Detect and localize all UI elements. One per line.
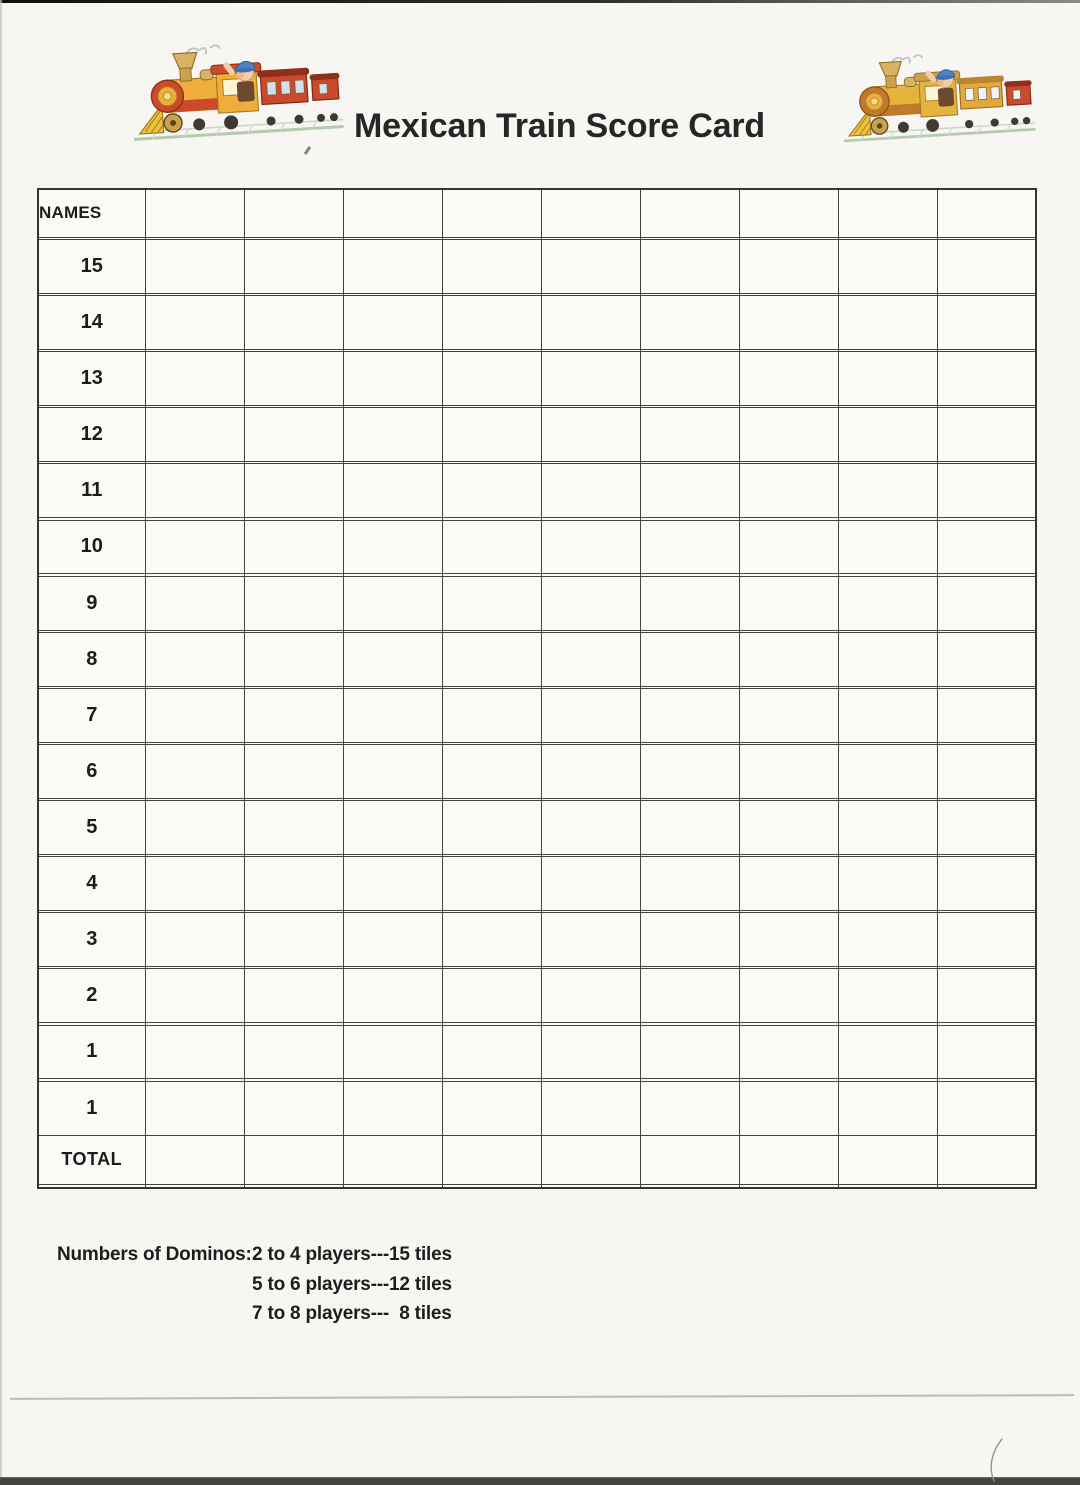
score-cell (541, 1184, 640, 1188)
table-row-3 (38, 913, 1036, 967)
score-cell (442, 1081, 541, 1135)
scan-edge-top (0, 0, 1080, 3)
score-cell (145, 1135, 244, 1184)
score-cell (145, 857, 244, 911)
score-cell (343, 352, 442, 406)
score-cell (640, 296, 739, 350)
score-cell (343, 969, 442, 1023)
score-cell (739, 1081, 838, 1135)
score-cell (838, 857, 937, 911)
score-cell (838, 576, 937, 630)
score-cell (442, 632, 541, 686)
score-cell (739, 408, 838, 462)
score-cell (541, 913, 640, 967)
score-cell (937, 857, 1036, 911)
scan-edge-bottom (0, 1477, 1080, 1485)
score-cell (640, 1135, 739, 1184)
score-cell (739, 857, 838, 911)
score-cell (343, 296, 442, 350)
score-cell (640, 576, 739, 630)
score-cell (937, 801, 1036, 855)
score-cell (343, 1184, 442, 1188)
score-cell (244, 744, 343, 798)
score-cell (244, 408, 343, 462)
table-row-11 (38, 464, 1036, 518)
table-row-names (38, 189, 1036, 237)
score-cell (937, 1025, 1036, 1079)
score-cell (343, 857, 442, 911)
score-cell (442, 801, 541, 855)
score-cell (838, 688, 937, 742)
score-cell (640, 352, 739, 406)
score-cell (343, 913, 442, 967)
dominos-note-heading: Numbers of Dominos: (57, 1244, 252, 1265)
row-label-cell: 1 (38, 1025, 145, 1079)
score-cell (343, 408, 442, 462)
score-cell (640, 969, 739, 1023)
score-cell (640, 240, 739, 294)
score-cell (640, 857, 739, 911)
table-row-2 (38, 969, 1036, 1023)
score-cell (937, 1135, 1036, 1184)
score-cell (541, 464, 640, 518)
scan-speck (304, 146, 312, 155)
table-row-8 (38, 632, 1036, 686)
score-cell (937, 296, 1036, 350)
score-cell (442, 189, 541, 237)
score-cell (244, 857, 343, 911)
pen-mark (985, 1437, 1011, 1483)
score-table-body (38, 189, 1036, 1188)
score-cell (343, 464, 442, 518)
score-cell (838, 296, 937, 350)
score-cell (343, 189, 442, 237)
score-cell (541, 352, 640, 406)
score-cell (937, 913, 1036, 967)
score-cell (739, 801, 838, 855)
score-cell (442, 913, 541, 967)
score-cell (244, 189, 343, 237)
score-table (37, 188, 1037, 1189)
score-cell (541, 576, 640, 630)
score-cell (244, 1081, 343, 1135)
score-cell (640, 189, 739, 237)
score-cell (937, 520, 1036, 574)
score-cell (442, 240, 541, 294)
score-cell (244, 913, 343, 967)
score-cell (442, 296, 541, 350)
score-cell (739, 1184, 838, 1188)
score-cell (739, 576, 838, 630)
score-cell (640, 1025, 739, 1079)
score-cell (937, 744, 1036, 798)
train-icon-left (130, 42, 344, 146)
score-cell (244, 632, 343, 686)
score-cell (145, 240, 244, 294)
score-cell (442, 408, 541, 462)
score-cell (838, 1081, 937, 1135)
table-row-spacer (38, 1184, 1036, 1188)
score-cell (541, 632, 640, 686)
score-cell (937, 969, 1036, 1023)
score-cell (442, 744, 541, 798)
score-cell (838, 408, 937, 462)
score-cell (838, 520, 937, 574)
score-cell (145, 632, 244, 686)
score-cell (640, 520, 739, 574)
score-cell (145, 801, 244, 855)
scan-fold-line (10, 1394, 1074, 1400)
score-cell (145, 744, 244, 798)
score-cell (739, 520, 838, 574)
score-cell (442, 576, 541, 630)
row-label-cell: 1 (38, 1081, 145, 1135)
score-cell (343, 744, 442, 798)
score-cell (937, 408, 1036, 462)
score-cell (838, 1184, 937, 1188)
score-cell (739, 189, 838, 237)
score-cell (541, 408, 640, 462)
score-cell (541, 1081, 640, 1135)
score-cell (145, 1025, 244, 1079)
score-cell (442, 969, 541, 1023)
score-cell (739, 688, 838, 742)
score-cell (640, 632, 739, 686)
table-row-total (38, 1135, 1036, 1184)
score-cell (937, 1184, 1036, 1188)
score-cell (145, 1081, 244, 1135)
score-cell (937, 189, 1036, 237)
score-cell (640, 1184, 739, 1188)
score-cell (145, 969, 244, 1023)
score-cell (244, 352, 343, 406)
score-cell (541, 240, 640, 294)
score-cell (343, 1025, 442, 1079)
score-cell (244, 688, 343, 742)
score-cell (244, 1025, 343, 1079)
score-cell (640, 1081, 739, 1135)
row-label-cell: 10 (38, 520, 145, 574)
row-label-cell: TOTAL (38, 1135, 145, 1184)
score-cell (541, 520, 640, 574)
dominos-note-line: 5 to 6 players---12 tiles (252, 1273, 452, 1295)
score-cell (937, 240, 1036, 294)
score-cell (244, 801, 343, 855)
score-cell (38, 1184, 145, 1188)
score-cell (145, 520, 244, 574)
table-row-5 (38, 801, 1036, 855)
score-cell (343, 520, 442, 574)
table-row-6 (38, 744, 1036, 798)
score-cell (739, 969, 838, 1023)
score-cell (541, 969, 640, 1023)
score-cell (838, 464, 937, 518)
score-cell (838, 801, 937, 855)
table-row-15 (38, 240, 1036, 294)
score-cell (442, 688, 541, 742)
score-cell (145, 296, 244, 350)
row-label-cell: 12 (38, 408, 145, 462)
score-cell (640, 688, 739, 742)
score-cell (541, 801, 640, 855)
score-cell (937, 352, 1036, 406)
score-cell (838, 240, 937, 294)
score-cell (343, 576, 442, 630)
score-cell (145, 576, 244, 630)
score-cell (838, 969, 937, 1023)
score-cell (244, 520, 343, 574)
score-cell (145, 913, 244, 967)
score-cell (343, 1081, 442, 1135)
score-cell (541, 857, 640, 911)
score-cell (541, 688, 640, 742)
score-cell (937, 688, 1036, 742)
row-label-cell: 7 (38, 688, 145, 742)
row-label-cell: 8 (38, 632, 145, 686)
score-cell (838, 189, 937, 237)
score-cell (640, 744, 739, 798)
score-cell (739, 1135, 838, 1184)
score-cell (838, 632, 937, 686)
score-cell (442, 857, 541, 911)
score-cell (442, 352, 541, 406)
score-cell (640, 801, 739, 855)
table-row-13 (38, 352, 1036, 406)
score-cell (541, 296, 640, 350)
row-label-cell: 11 (38, 464, 145, 518)
score-cell (838, 744, 937, 798)
train-icon-right (838, 52, 1038, 147)
score-cell (739, 240, 838, 294)
score-cell (937, 576, 1036, 630)
row-label-cell: 9 (38, 576, 145, 630)
score-cell (442, 464, 541, 518)
score-cell (640, 464, 739, 518)
score-cell (343, 1135, 442, 1184)
score-cell (244, 240, 343, 294)
score-cell (244, 969, 343, 1023)
score-cell (442, 1025, 541, 1079)
score-cell (145, 408, 244, 462)
score-cell (145, 189, 244, 237)
score-cell (739, 744, 838, 798)
score-cell (442, 520, 541, 574)
score-cell (541, 189, 640, 237)
row-label-cell: 6 (38, 744, 145, 798)
score-cell (145, 352, 244, 406)
row-label-cell: 4 (38, 857, 145, 911)
row-label-cell: 14 (38, 296, 145, 350)
score-cell (640, 913, 739, 967)
table-row-12 (38, 408, 1036, 462)
row-label-cell: 13 (38, 352, 145, 406)
score-cell (739, 296, 838, 350)
page-title: Mexican Train Score Card (354, 107, 765, 145)
score-cell (739, 1025, 838, 1079)
score-cell (838, 913, 937, 967)
score-cell (244, 1135, 343, 1184)
score-cell (145, 464, 244, 518)
table-row-10 (38, 520, 1036, 574)
score-cell (343, 632, 442, 686)
dominos-note-line: 7 to 8 players--- 8 tiles (252, 1303, 452, 1324)
score-cell (937, 1081, 1036, 1135)
score-cell (739, 913, 838, 967)
row-label-cell: 15 (38, 240, 145, 294)
score-cell (145, 1184, 244, 1188)
score-cell (739, 632, 838, 686)
score-cell (937, 632, 1036, 686)
table-row-1 (38, 1081, 1036, 1135)
score-cell (244, 464, 343, 518)
score-cell (739, 464, 838, 518)
row-label-cell: 5 (38, 801, 145, 855)
score-cell (145, 688, 244, 742)
table-row-1 (38, 1025, 1036, 1079)
table-row-7 (38, 688, 1036, 742)
score-cell (541, 1025, 640, 1079)
score-cell (244, 576, 343, 630)
score-cell (937, 464, 1036, 518)
score-cell (541, 1135, 640, 1184)
row-label-cell: NAMES (38, 189, 145, 237)
table-row-4 (38, 857, 1036, 911)
score-cell (343, 801, 442, 855)
score-cell (244, 1184, 343, 1188)
row-label-cell: 2 (38, 969, 145, 1023)
score-cell (343, 688, 442, 742)
score-cell (640, 408, 739, 462)
score-cell (838, 352, 937, 406)
score-cell (244, 296, 343, 350)
row-label-cell: 3 (38, 913, 145, 967)
score-cell (442, 1184, 541, 1188)
dominos-note-lines (252, 1240, 452, 1329)
score-cell (343, 240, 442, 294)
table-row-14 (38, 296, 1036, 350)
dominos-note-line: 2 to 4 players---15 tiles (252, 1244, 452, 1265)
score-cell (838, 1135, 937, 1184)
score-cell (838, 1025, 937, 1079)
score-cell (442, 1135, 541, 1184)
table-row-9 (38, 576, 1036, 630)
dominos-note (57, 1240, 452, 1329)
score-cell (541, 744, 640, 798)
score-cell (739, 352, 838, 406)
scan-edge-left (0, 0, 3, 1485)
